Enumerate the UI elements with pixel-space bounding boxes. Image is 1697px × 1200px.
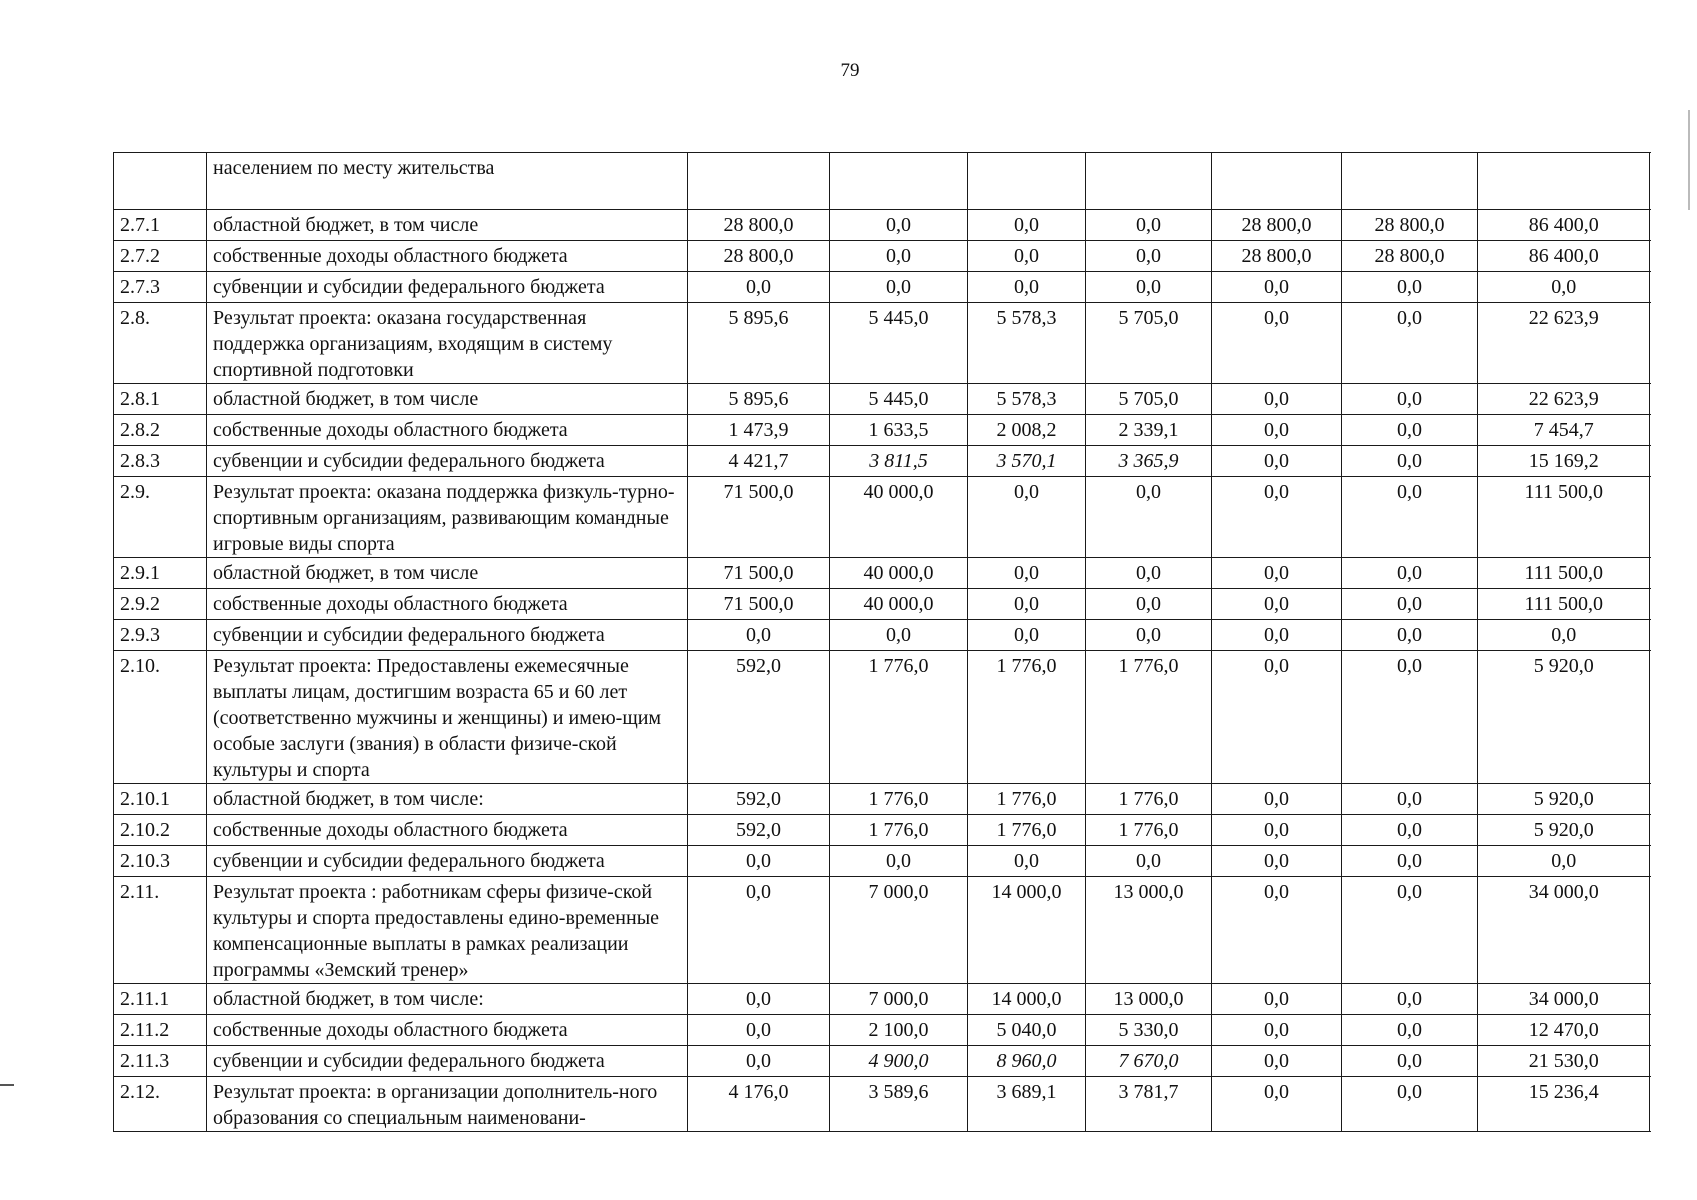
value-cell: 0,0 — [968, 558, 1086, 589]
table-row — [114, 651, 1650, 784]
value-cell: 1 776,0 — [830, 651, 968, 784]
row-description: Результат проекта: Предоставлены ежемесячные выплаты лицам, достигшим возраста 65 и 60 лет (соответственно мужчины и женщины) и имею-щим особые заслуги (звания) в области физиче-ской культуры и спорта — [207, 651, 688, 784]
value-cell: 4 176,0 — [688, 1077, 830, 1132]
row-description: Результат проекта: оказана поддержка физкуль-турно-спортивным организациям, развивающим командные игровые виды спорта — [207, 477, 688, 558]
value-cell: 28 800,0 — [1342, 210, 1478, 241]
value-cell: 592,0 — [688, 784, 830, 815]
row-description: областной бюджет, в том числе — [207, 210, 688, 241]
value-cell: 0,0 — [1342, 415, 1478, 446]
edge-mark-right-top — [1688, 110, 1690, 210]
value-cell: 71 500,0 — [688, 589, 830, 620]
row-number: 2.12. — [114, 1077, 207, 1132]
total-value-cell: 21 530,0 — [1478, 1046, 1650, 1077]
value-cell: 4 900,0 — [830, 1046, 968, 1077]
value-cell — [1342, 153, 1478, 210]
value-cell: 5 705,0 — [1086, 303, 1212, 384]
row-description: собственные доходы областного бюджета — [207, 241, 688, 272]
value-cell: 592,0 — [688, 651, 830, 784]
total-value-cell: 15 236,4 — [1478, 1077, 1650, 1132]
total-value-cell: 7 454,7 — [1478, 415, 1650, 446]
value-cell: 0,0 — [1342, 815, 1478, 846]
value-cell: 5 578,3 — [968, 384, 1086, 415]
table-row — [114, 620, 1650, 651]
value-cell: 3 589,6 — [830, 1077, 968, 1132]
value-cell: 1 776,0 — [968, 784, 1086, 815]
row-description: областной бюджет, в том числе: — [207, 784, 688, 815]
total-value-cell: 0,0 — [1478, 846, 1650, 877]
table-row — [114, 815, 1650, 846]
row-number: 2.11.1 — [114, 984, 207, 1015]
row-number: 2.8.3 — [114, 446, 207, 477]
value-cell: 0,0 — [1342, 1015, 1478, 1046]
row-number: 2.9.1 — [114, 558, 207, 589]
row-number: 2.7.2 — [114, 241, 207, 272]
row-description: собственные доходы областного бюджета — [207, 415, 688, 446]
table-row — [114, 1077, 1650, 1132]
value-cell: 13 000,0 — [1086, 984, 1212, 1015]
value-cell: 0,0 — [1342, 303, 1478, 384]
total-value-cell: 0,0 — [1478, 620, 1650, 651]
row-description: собственные доходы областного бюджета — [207, 589, 688, 620]
value-cell: 0,0 — [1086, 272, 1212, 303]
value-cell: 0,0 — [1086, 846, 1212, 877]
total-value-cell: 111 500,0 — [1478, 477, 1650, 558]
value-cell: 0,0 — [1342, 1077, 1478, 1132]
value-cell: 0,0 — [830, 620, 968, 651]
value-cell: 8 960,0 — [968, 1046, 1086, 1077]
value-cell: 0,0 — [1342, 558, 1478, 589]
value-cell: 1 473,9 — [688, 415, 830, 446]
value-cell: 0,0 — [1342, 477, 1478, 558]
total-value-cell — [1478, 153, 1650, 210]
value-cell: 0,0 — [968, 272, 1086, 303]
table-row — [114, 1046, 1650, 1077]
value-cell: 7 000,0 — [830, 877, 968, 984]
value-cell: 0,0 — [1342, 446, 1478, 477]
table-body — [114, 153, 1650, 1132]
value-cell: 3 811,5 — [830, 446, 968, 477]
row-description: субвенции и субсидии федерального бюджета — [207, 846, 688, 877]
value-cell: 0,0 — [1342, 272, 1478, 303]
table-row — [114, 477, 1650, 558]
value-cell: 0,0 — [830, 846, 968, 877]
value-cell: 40 000,0 — [830, 589, 968, 620]
value-cell: 0,0 — [1212, 1046, 1342, 1077]
value-cell: 0,0 — [1212, 1015, 1342, 1046]
row-number: 2.10. — [114, 651, 207, 784]
table-row — [114, 415, 1650, 446]
value-cell: 1 776,0 — [1086, 815, 1212, 846]
total-value-cell: 34 000,0 — [1478, 984, 1650, 1015]
value-cell: 3 365,9 — [1086, 446, 1212, 477]
value-cell: 0,0 — [688, 877, 830, 984]
value-cell: 0,0 — [968, 210, 1086, 241]
value-cell: 14 000,0 — [968, 877, 1086, 984]
total-value-cell: 111 500,0 — [1478, 589, 1650, 620]
table-row — [114, 272, 1650, 303]
value-cell: 0,0 — [968, 477, 1086, 558]
value-cell: 1 776,0 — [1086, 784, 1212, 815]
value-cell: 0,0 — [1342, 877, 1478, 984]
total-value-cell: 5 920,0 — [1478, 815, 1650, 846]
value-cell: 0,0 — [688, 620, 830, 651]
value-cell: 28 800,0 — [1212, 210, 1342, 241]
value-cell: 0,0 — [688, 1015, 830, 1046]
value-cell: 5 330,0 — [1086, 1015, 1212, 1046]
budget-table — [113, 152, 1650, 1132]
value-cell: 0,0 — [968, 620, 1086, 651]
value-cell: 0,0 — [1212, 558, 1342, 589]
value-cell: 0,0 — [1212, 1077, 1342, 1132]
table-row — [114, 558, 1650, 589]
value-cell: 5 040,0 — [968, 1015, 1086, 1046]
value-cell: 0,0 — [1212, 877, 1342, 984]
table-row — [114, 877, 1650, 984]
value-cell: 3 570,1 — [968, 446, 1086, 477]
value-cell: 5 578,3 — [968, 303, 1086, 384]
value-cell: 5 895,6 — [688, 384, 830, 415]
table-row — [114, 153, 1650, 210]
value-cell: 71 500,0 — [688, 477, 830, 558]
row-description: собственные доходы областного бюджета — [207, 815, 688, 846]
row-description: населением по месту жительства — [207, 153, 688, 210]
value-cell: 7 670,0 — [1086, 1046, 1212, 1077]
page-number: 79 — [840, 60, 860, 81]
row-number: 2.8. — [114, 303, 207, 384]
value-cell: 0,0 — [1086, 620, 1212, 651]
value-cell: 3 781,7 — [1086, 1077, 1212, 1132]
value-cell: 40 000,0 — [830, 558, 968, 589]
row-number: 2.10.1 — [114, 784, 207, 815]
total-value-cell: 86 400,0 — [1478, 210, 1650, 241]
value-cell: 13 000,0 — [1086, 877, 1212, 984]
table-row — [114, 846, 1650, 877]
value-cell: 0,0 — [1212, 384, 1342, 415]
value-cell: 4 421,7 — [688, 446, 830, 477]
row-number: 2.10.3 — [114, 846, 207, 877]
value-cell: 0,0 — [1342, 846, 1478, 877]
value-cell: 1 776,0 — [830, 815, 968, 846]
value-cell: 28 800,0 — [688, 241, 830, 272]
table-row — [114, 210, 1650, 241]
value-cell: 2 339,1 — [1086, 415, 1212, 446]
value-cell: 0,0 — [688, 1046, 830, 1077]
value-cell: 0,0 — [688, 272, 830, 303]
value-cell: 0,0 — [1342, 1046, 1478, 1077]
table-row — [114, 784, 1650, 815]
value-cell: 5 445,0 — [830, 303, 968, 384]
row-number: 2.11.3 — [114, 1046, 207, 1077]
row-number: 2.9. — [114, 477, 207, 558]
value-cell: 1 776,0 — [968, 651, 1086, 784]
value-cell: 0,0 — [1342, 384, 1478, 415]
row-description: Результат проекта: в организации дополнитель-ного образования со специальным наименовани- — [207, 1077, 688, 1132]
total-value-cell: 12 470,0 — [1478, 1015, 1650, 1046]
value-cell: 5 705,0 — [1086, 384, 1212, 415]
value-cell: 1 776,0 — [968, 815, 1086, 846]
row-description: Результат проекта: оказана государственная поддержка организациям, входящим в систему спортивной подготовки — [207, 303, 688, 384]
total-value-cell: 111 500,0 — [1478, 558, 1650, 589]
table-row — [114, 984, 1650, 1015]
value-cell — [688, 153, 830, 210]
value-cell: 2 008,2 — [968, 415, 1086, 446]
row-number: 2.7.1 — [114, 210, 207, 241]
table-row — [114, 1015, 1650, 1046]
value-cell: 0,0 — [1342, 589, 1478, 620]
row-number — [114, 153, 207, 210]
value-cell: 0,0 — [968, 241, 1086, 272]
total-value-cell: 22 623,9 — [1478, 303, 1650, 384]
row-description: областной бюджет, в том числе — [207, 558, 688, 589]
row-description: собственные доходы областного бюджета — [207, 1015, 688, 1046]
value-cell — [968, 153, 1086, 210]
value-cell: 0,0 — [1212, 620, 1342, 651]
row-number: 2.9.2 — [114, 589, 207, 620]
value-cell: 0,0 — [1212, 446, 1342, 477]
value-cell: 0,0 — [1342, 784, 1478, 815]
value-cell: 1 633,5 — [830, 415, 968, 446]
value-cell: 0,0 — [1212, 784, 1342, 815]
value-cell: 0,0 — [1212, 415, 1342, 446]
value-cell: 0,0 — [1212, 589, 1342, 620]
value-cell: 0,0 — [1212, 477, 1342, 558]
total-value-cell: 0,0 — [1478, 272, 1650, 303]
total-value-cell: 22 623,9 — [1478, 384, 1650, 415]
table-row — [114, 384, 1650, 415]
value-cell: 14 000,0 — [968, 984, 1086, 1015]
value-cell: 1 776,0 — [830, 784, 968, 815]
value-cell: 5 895,6 — [688, 303, 830, 384]
total-value-cell: 34 000,0 — [1478, 877, 1650, 984]
value-cell: 0,0 — [1086, 241, 1212, 272]
row-number: 2.8.2 — [114, 415, 207, 446]
value-cell: 0,0 — [1342, 984, 1478, 1015]
row-number: 2.11.2 — [114, 1015, 207, 1046]
value-cell: 0,0 — [968, 846, 1086, 877]
value-cell: 28 800,0 — [1342, 241, 1478, 272]
value-cell: 0,0 — [1212, 815, 1342, 846]
table-row — [114, 446, 1650, 477]
row-description: субвенции и субсидии федерального бюджета — [207, 1046, 688, 1077]
value-cell: 0,0 — [830, 241, 968, 272]
value-cell: 592,0 — [688, 815, 830, 846]
value-cell: 28 800,0 — [1212, 241, 1342, 272]
value-cell: 0,0 — [1212, 651, 1342, 784]
value-cell: 0,0 — [1212, 846, 1342, 877]
row-number: 2.7.3 — [114, 272, 207, 303]
row-description: Результат проекта : работникам сферы физиче-ской культуры и спорта предоставлены едино-временные компенсационные выплаты в рамках реализации программы «Земский тренер» — [207, 877, 688, 984]
value-cell: 0,0 — [1212, 303, 1342, 384]
value-cell: 71 500,0 — [688, 558, 830, 589]
value-cell: 0,0 — [830, 210, 968, 241]
value-cell: 3 689,1 — [968, 1077, 1086, 1132]
row-description: областной бюджет, в том числе: — [207, 984, 688, 1015]
table-row — [114, 303, 1650, 384]
total-value-cell: 15 169,2 — [1478, 446, 1650, 477]
value-cell: 28 800,0 — [688, 210, 830, 241]
row-description: субвенции и субсидии федерального бюджета — [207, 272, 688, 303]
value-cell: 0,0 — [1086, 210, 1212, 241]
row-description: субвенции и субсидии федерального бюджета — [207, 620, 688, 651]
value-cell — [1086, 153, 1212, 210]
value-cell: 0,0 — [1212, 272, 1342, 303]
value-cell: 0,0 — [968, 589, 1086, 620]
value-cell: 0,0 — [1086, 589, 1212, 620]
total-value-cell: 5 920,0 — [1478, 784, 1650, 815]
total-value-cell: 5 920,0 — [1478, 651, 1650, 784]
value-cell: 7 000,0 — [830, 984, 968, 1015]
value-cell: 5 445,0 — [830, 384, 968, 415]
value-cell: 1 776,0 — [1086, 651, 1212, 784]
value-cell: 0,0 — [688, 846, 830, 877]
row-description: областной бюджет, в том числе — [207, 384, 688, 415]
total-value-cell: 86 400,0 — [1478, 241, 1650, 272]
row-number: 2.11. — [114, 877, 207, 984]
row-number: 2.10.2 — [114, 815, 207, 846]
value-cell: 0,0 — [1086, 558, 1212, 589]
value-cell: 0,0 — [1086, 477, 1212, 558]
value-cell: 0,0 — [1212, 984, 1342, 1015]
table-row — [114, 589, 1650, 620]
row-description: субвенции и субсидии федерального бюджета — [207, 446, 688, 477]
edge-mark-left — [0, 1084, 14, 1086]
row-number: 2.9.3 — [114, 620, 207, 651]
value-cell — [1212, 153, 1342, 210]
value-cell — [830, 153, 968, 210]
row-number: 2.8.1 — [114, 384, 207, 415]
value-cell: 0,0 — [1342, 651, 1478, 784]
value-cell: 40 000,0 — [830, 477, 968, 558]
value-cell: 0,0 — [830, 272, 968, 303]
value-cell: 2 100,0 — [830, 1015, 968, 1046]
table-row — [114, 241, 1650, 272]
value-cell: 0,0 — [688, 984, 830, 1015]
value-cell: 0,0 — [1342, 620, 1478, 651]
